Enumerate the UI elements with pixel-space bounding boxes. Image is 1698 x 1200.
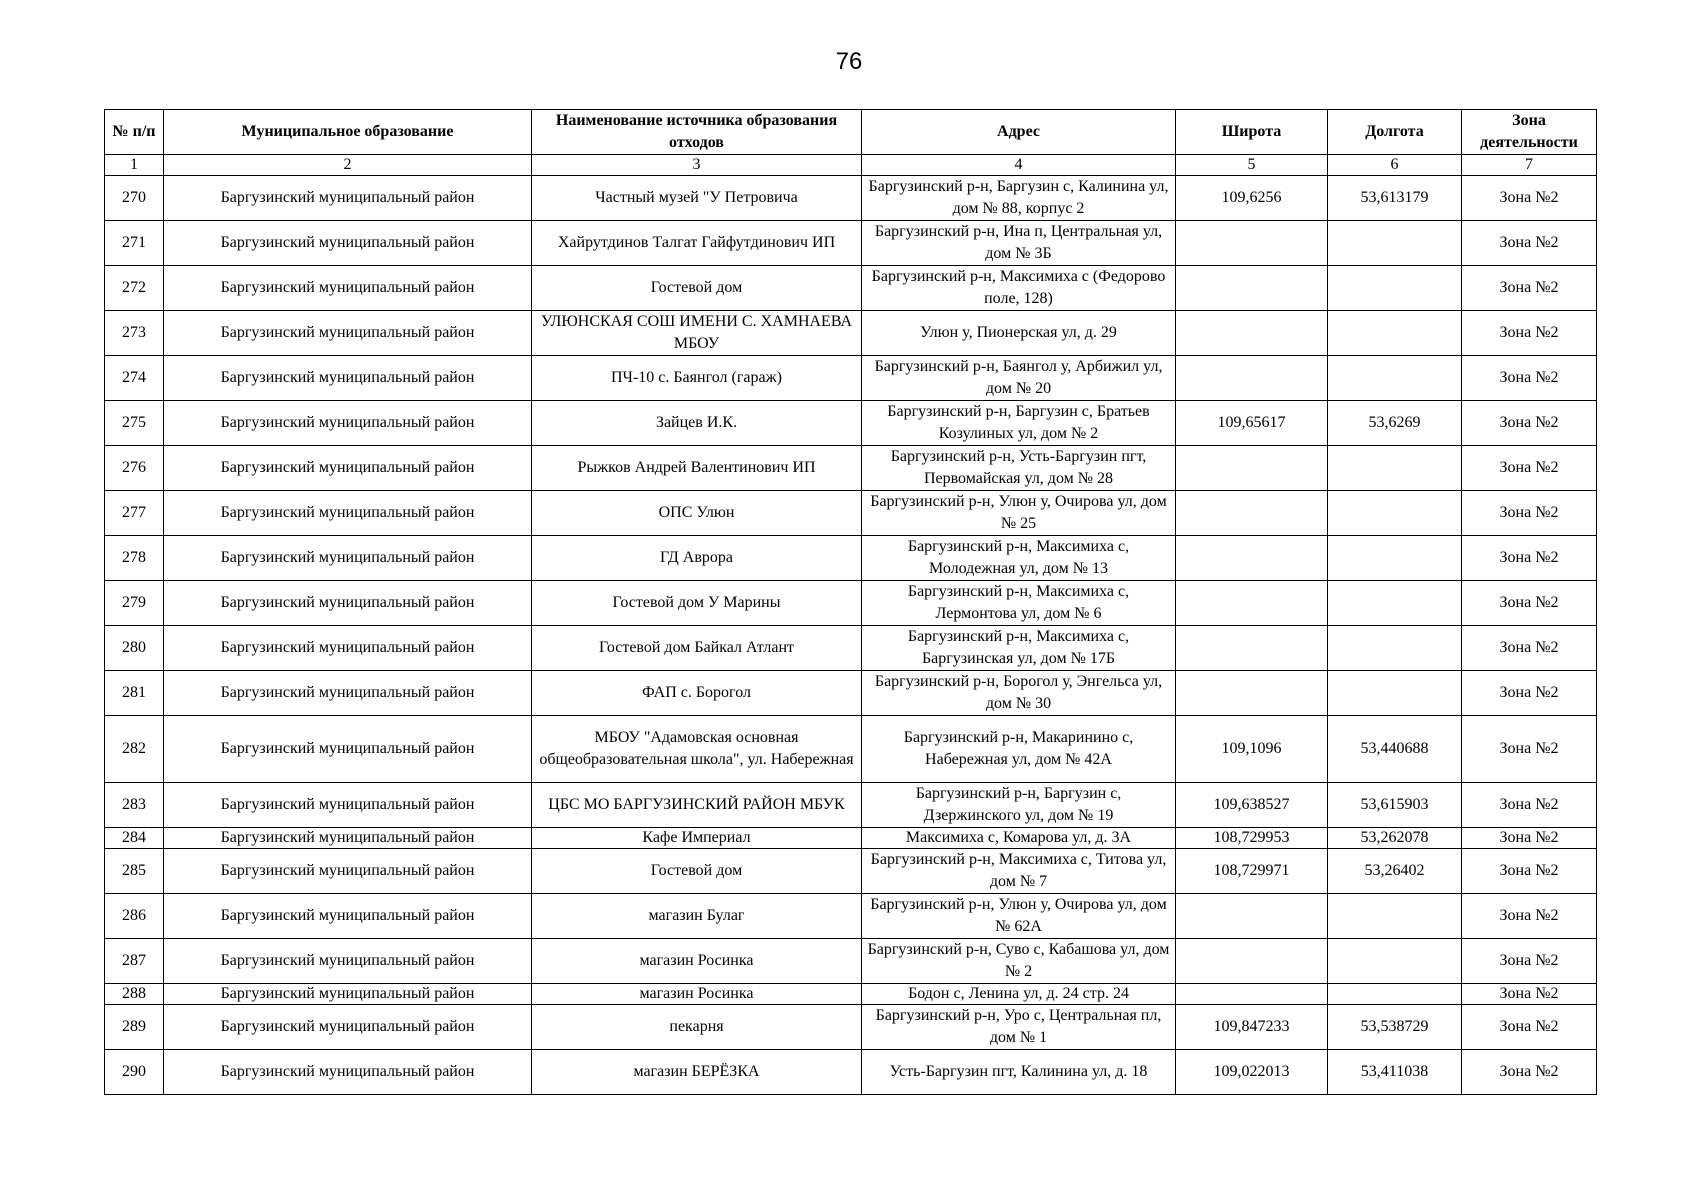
zone-cell: Зона №2 — [1462, 849, 1597, 894]
address-cell: Усть-Баргузин пгт, Калинина ул, д. 18 — [862, 1050, 1176, 1095]
table-row — [105, 446, 1597, 491]
address-cell: Баргузинский р-н, Борогол у, Энгельса ул, дом № 30 — [862, 671, 1176, 716]
latitude-cell — [1176, 984, 1328, 1005]
address-cell: Баргузинский р-н, Улюн у, Очирова ул, дом № 62А — [862, 894, 1176, 939]
row-number-cell: 275 — [105, 401, 164, 446]
municipality-cell: Баргузинский муниципальный район — [164, 783, 532, 828]
address-cell: Баргузинский р-н, Максимиха с, Баргузинская ул, дом № 17Б — [862, 626, 1176, 671]
column-number: 3 — [532, 155, 862, 176]
waste-sources-table — [104, 109, 1597, 1095]
zone-cell: Зона №2 — [1462, 716, 1597, 783]
waste-source-cell: ПЧ-10 с. Баянгол (гараж) — [532, 356, 862, 401]
row-number-cell: 271 — [105, 221, 164, 266]
row-number-cell: 285 — [105, 849, 164, 894]
zone-cell: Зона №2 — [1462, 446, 1597, 491]
address-cell: Баргузинский р-н, Максимиха с (Федорово поле, 128) — [862, 266, 1176, 311]
latitude-cell — [1176, 446, 1328, 491]
column-number: 7 — [1462, 155, 1597, 176]
waste-source-cell: ФАП с. Борогол — [532, 671, 862, 716]
zone-cell: Зона №2 — [1462, 536, 1597, 581]
column-number: 5 — [1176, 155, 1328, 176]
longitude-cell — [1328, 356, 1462, 401]
row-number-cell: 288 — [105, 984, 164, 1005]
zone-cell: Зона №2 — [1462, 311, 1597, 356]
latitude-cell — [1176, 221, 1328, 266]
row-number-cell: 279 — [105, 581, 164, 626]
municipality-cell: Баргузинский муниципальный район — [164, 266, 532, 311]
longitude-cell — [1328, 671, 1462, 716]
header-latitude: Широта — [1176, 110, 1328, 155]
column-numbers-row — [105, 155, 1597, 176]
page-number: 76 — [835, 48, 863, 75]
column-number: 4 — [862, 155, 1176, 176]
municipality-cell: Баргузинский муниципальный район — [164, 849, 532, 894]
longitude-cell — [1328, 446, 1462, 491]
table-row — [105, 266, 1597, 311]
header-municipality: Муниципальное образование — [164, 110, 532, 155]
waste-source-cell: Зайцев И.К. — [532, 401, 862, 446]
waste-source-cell: магазин Булаг — [532, 894, 862, 939]
longitude-cell — [1328, 894, 1462, 939]
municipality-cell: Баргузинский муниципальный район — [164, 626, 532, 671]
row-number-cell: 272 — [105, 266, 164, 311]
table-row — [105, 1005, 1597, 1050]
zone-cell: Зона №2 — [1462, 626, 1597, 671]
latitude-cell — [1176, 311, 1328, 356]
waste-source-cell: магазин БЕРЁЗКА — [532, 1050, 862, 1095]
zone-cell: Зона №2 — [1462, 671, 1597, 716]
longitude-cell — [1328, 266, 1462, 311]
table-row — [105, 671, 1597, 716]
latitude-cell: 109,638527 — [1176, 783, 1328, 828]
municipality-cell: Баргузинский муниципальный район — [164, 446, 532, 491]
row-number-cell: 270 — [105, 176, 164, 221]
row-number-cell: 287 — [105, 939, 164, 984]
zone-cell: Зона №2 — [1462, 176, 1597, 221]
latitude-cell — [1176, 491, 1328, 536]
latitude-cell — [1176, 626, 1328, 671]
waste-source-cell: Кафе Империал — [532, 828, 862, 849]
table-row — [105, 849, 1597, 894]
longitude-cell — [1328, 984, 1462, 1005]
address-cell: Баргузинский р-н, Ина п, Центральная ул, дом № 3Б — [862, 221, 1176, 266]
zone-cell: Зона №2 — [1462, 221, 1597, 266]
latitude-cell: 109,1096 — [1176, 716, 1328, 783]
longitude-cell: 53,613179 — [1328, 176, 1462, 221]
address-cell: Баргузинский р-н, Баргузин с, Братьев Козулиных ул, дом № 2 — [862, 401, 1176, 446]
longitude-cell — [1328, 536, 1462, 581]
address-cell: Баргузинский р-н, Макаринино с, Набережная ул, дом № 42А — [862, 716, 1176, 783]
latitude-cell: 109,847233 — [1176, 1005, 1328, 1050]
longitude-cell — [1328, 221, 1462, 266]
table-row — [105, 536, 1597, 581]
municipality-cell: Баргузинский муниципальный район — [164, 311, 532, 356]
address-cell: Баргузинский р-н, Уро с, Центральная пл, дом № 1 — [862, 1005, 1176, 1050]
longitude-cell: 53,615903 — [1328, 783, 1462, 828]
table-row — [105, 626, 1597, 671]
latitude-cell: 108,729971 — [1176, 849, 1328, 894]
address-cell: Баргузинский р-н, Максимиха с, Лермонтова ул, дом № 6 — [862, 581, 1176, 626]
table-row — [105, 311, 1597, 356]
zone-cell: Зона №2 — [1462, 783, 1597, 828]
waste-source-cell: ОПС Улюн — [532, 491, 862, 536]
zone-cell: Зона №2 — [1462, 266, 1597, 311]
row-number-cell: 284 — [105, 828, 164, 849]
column-number: 6 — [1328, 155, 1462, 176]
header-num: № п/п — [105, 110, 164, 155]
longitude-cell — [1328, 939, 1462, 984]
table-row — [105, 939, 1597, 984]
latitude-cell — [1176, 356, 1328, 401]
waste-source-cell: МБОУ "Адамовская основная общеобразовательная школа", ул. Набережная — [532, 716, 862, 783]
zone-cell: Зона №2 — [1462, 984, 1597, 1005]
municipality-cell: Баргузинский муниципальный район — [164, 356, 532, 401]
column-number: 1 — [105, 155, 164, 176]
longitude-cell — [1328, 491, 1462, 536]
municipality-cell: Баргузинский муниципальный район — [164, 939, 532, 984]
address-cell: Баргузинский р-н, Суво с, Кабашова ул, дом № 2 — [862, 939, 1176, 984]
municipality-cell: Баргузинский муниципальный район — [164, 984, 532, 1005]
header-source: Наименование источника образования отходов — [532, 110, 862, 155]
waste-source-cell: магазин Росинка — [532, 984, 862, 1005]
row-number-cell: 273 — [105, 311, 164, 356]
latitude-cell — [1176, 581, 1328, 626]
longitude-cell: 53,538729 — [1328, 1005, 1462, 1050]
address-cell: Баргузинский р-н, Баргузин с, Дзержинского ул, дом № 19 — [862, 783, 1176, 828]
municipality-cell: Баргузинский муниципальный район — [164, 1005, 532, 1050]
waste-source-cell: Хайрутдинов Талгат Гайфутдинович ИП — [532, 221, 862, 266]
address-cell: Баргузинский р-н, Максимиха с, Титова ул, дом № 7 — [862, 849, 1176, 894]
row-number-cell: 289 — [105, 1005, 164, 1050]
zone-cell: Зона №2 — [1462, 894, 1597, 939]
municipality-cell: Баргузинский муниципальный район — [164, 491, 532, 536]
zone-cell: Зона №2 — [1462, 491, 1597, 536]
table-row — [105, 491, 1597, 536]
waste-source-cell: Рыжков Андрей Валентинович ИП — [532, 446, 862, 491]
longitude-cell: 53,411038 — [1328, 1050, 1462, 1095]
municipality-cell: Баргузинский муниципальный район — [164, 401, 532, 446]
row-number-cell: 277 — [105, 491, 164, 536]
waste-source-cell: Гостевой дом — [532, 266, 862, 311]
table-row — [105, 716, 1597, 783]
address-cell: Баргузинский р-н, Баянгол у, Арбижил ул, дом № 20 — [862, 356, 1176, 401]
latitude-cell — [1176, 939, 1328, 984]
waste-source-cell: УЛЮНСКАЯ СОШ ИМЕНИ С. ХАМНАЕВА МБОУ — [532, 311, 862, 356]
address-cell: Баргузинский р-н, Максимиха с, Молодежная ул, дом № 13 — [862, 536, 1176, 581]
table-body — [105, 176, 1597, 1095]
waste-source-cell: пекарня — [532, 1005, 862, 1050]
waste-source-cell: Гостевой дом — [532, 849, 862, 894]
table-row — [105, 1050, 1597, 1095]
municipality-cell: Баргузинский муниципальный район — [164, 176, 532, 221]
address-cell: Баргузинский р-н, Усть-Баргузин пгт, Первомайская ул, дом № 28 — [862, 446, 1176, 491]
longitude-cell: 53,6269 — [1328, 401, 1462, 446]
row-number-cell: 283 — [105, 783, 164, 828]
municipality-cell: Баргузинский муниципальный район — [164, 536, 532, 581]
longitude-cell: 53,26402 — [1328, 849, 1462, 894]
municipality-cell: Баргузинский муниципальный район — [164, 828, 532, 849]
municipality-cell: Баргузинский муниципальный район — [164, 1050, 532, 1095]
waste-source-cell: Частный музей "У Петровича — [532, 176, 862, 221]
waste-source-cell: ЦБС МО БАРГУЗИНСКИЙ РАЙОН МБУК — [532, 783, 862, 828]
latitude-cell — [1176, 894, 1328, 939]
table-row — [105, 176, 1597, 221]
table-row — [105, 894, 1597, 939]
row-number-cell: 281 — [105, 671, 164, 716]
longitude-cell — [1328, 626, 1462, 671]
zone-cell: Зона №2 — [1462, 356, 1597, 401]
address-cell: Баргузинский р-н, Баргузин с, Калинина ул, дом № 88, корпус 2 — [862, 176, 1176, 221]
table-row — [105, 581, 1597, 626]
municipality-cell: Баргузинский муниципальный район — [164, 671, 532, 716]
address-cell: Максимиха с, Комарова ул, д. 3А — [862, 828, 1176, 849]
zone-cell: Зона №2 — [1462, 1005, 1597, 1050]
row-number-cell: 274 — [105, 356, 164, 401]
row-number-cell: 286 — [105, 894, 164, 939]
latitude-cell: 109,022013 — [1176, 1050, 1328, 1095]
header-row — [105, 110, 1597, 155]
address-cell: Улюн у, Пионерская ул, д. 29 — [862, 311, 1176, 356]
address-cell: Баргузинский р-н, Улюн у, Очирова ул, дом № 25 — [862, 491, 1176, 536]
table-row — [105, 828, 1597, 849]
waste-source-cell: магазин Росинка — [532, 939, 862, 984]
latitude-cell — [1176, 671, 1328, 716]
municipality-cell: Баргузинский муниципальный район — [164, 894, 532, 939]
table-row — [105, 401, 1597, 446]
table-row — [105, 783, 1597, 828]
table-row — [105, 984, 1597, 1005]
latitude-cell — [1176, 266, 1328, 311]
municipality-cell: Баргузинский муниципальный район — [164, 221, 532, 266]
longitude-cell: 53,440688 — [1328, 716, 1462, 783]
longitude-cell: 53,262078 — [1328, 828, 1462, 849]
waste-source-cell: ГД Аврора — [532, 536, 862, 581]
row-number-cell: 276 — [105, 446, 164, 491]
latitude-cell — [1176, 536, 1328, 581]
row-number-cell: 280 — [105, 626, 164, 671]
address-cell: Бодон с, Ленина ул, д. 24 стр. 24 — [862, 984, 1176, 1005]
header-longitude: Долгота — [1328, 110, 1462, 155]
latitude-cell: 108,729953 — [1176, 828, 1328, 849]
latitude-cell: 109,6256 — [1176, 176, 1328, 221]
row-number-cell: 278 — [105, 536, 164, 581]
zone-cell: Зона №2 — [1462, 1050, 1597, 1095]
header-address: Адрес — [862, 110, 1176, 155]
row-number-cell: 282 — [105, 716, 164, 783]
column-number: 2 — [164, 155, 532, 176]
row-number-cell: 290 — [105, 1050, 164, 1095]
header-zone: Зона деятельности — [1462, 110, 1597, 155]
longitude-cell — [1328, 581, 1462, 626]
latitude-cell: 109,65617 — [1176, 401, 1328, 446]
municipality-cell: Баргузинский муниципальный район — [164, 716, 532, 783]
table-row — [105, 356, 1597, 401]
waste-source-cell: Гостевой дом Байкал Атлант — [532, 626, 862, 671]
zone-cell: Зона №2 — [1462, 828, 1597, 849]
longitude-cell — [1328, 311, 1462, 356]
zone-cell: Зона №2 — [1462, 401, 1597, 446]
table-row — [105, 221, 1597, 266]
zone-cell: Зона №2 — [1462, 939, 1597, 984]
zone-cell: Зона №2 — [1462, 581, 1597, 626]
waste-source-cell: Гостевой дом У Марины — [532, 581, 862, 626]
municipality-cell: Баргузинский муниципальный район — [164, 581, 532, 626]
